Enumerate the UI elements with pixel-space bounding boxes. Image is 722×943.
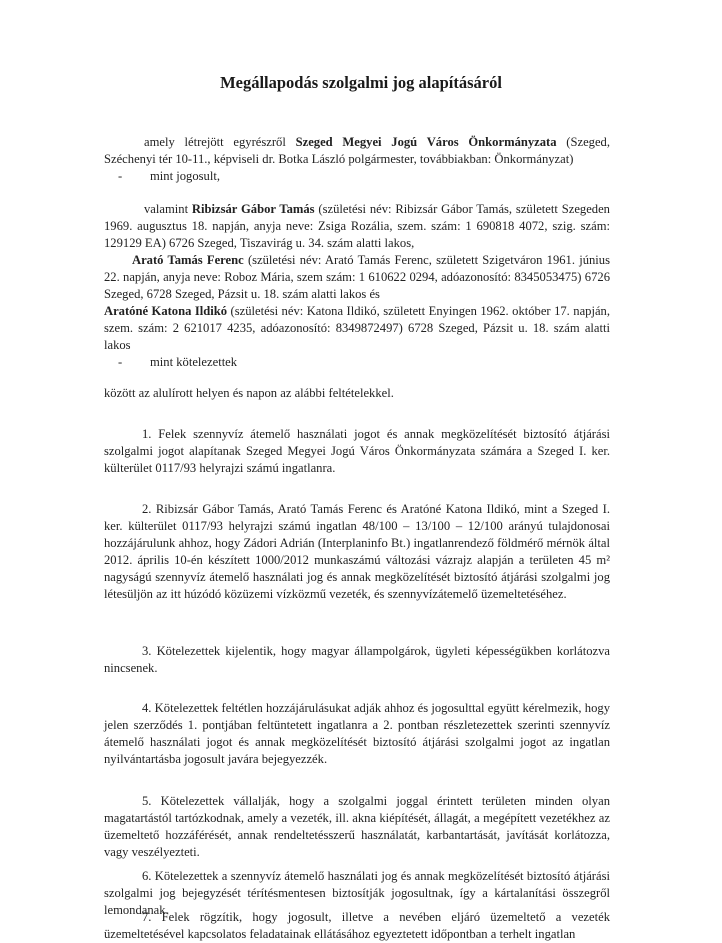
role-obligated: - mint kötelezettek xyxy=(104,354,610,371)
clause-4: 4. Kötelezettek feltétlen hozzájárulásukat adják ahhoz és jogosulttal együtt kérelmezik, hogy jelen szerződés 1. pontjában feltüntetett ingatlanra a 2. pontban részletezettek szerinti szennyvíz átemelő használati jogot és annak megközelítését biztosító átjárási szolgalmi jogot az ingatlan nyilvántartásba jogosult javára bejegyezzék. xyxy=(104,701,610,766)
party-arato-paragraph: Arató Tamás Ferenc (születési név: Arató Tamás Ferenc, született Szigetváron 1961. június 22. napján, anyja neve: Roboz Mária, szem szám: 1 610622 0294, adóazonosító: 8345053475) 6726 Szeged, 6728 Szeged, Pázsit u. 18. szám alatti lakos és xyxy=(104,253,610,301)
party-ribizsar-paragraph: valamint Ribizsár Gábor Tamás (születési név: Ribizsár Gábor Tamás, született Szegeden 1969. augusztus 18. napján, anyja neve: Zsiga Rozália, szem. szám: 1 690818 4072, szig. szám: 129129 EA) 6726 Szeged, Tiszavirág u. 34. szám alatti lakos, xyxy=(104,202,610,250)
clause-7: 7. Felek rögzítik, hogy jogosult, illetve a nevében eljáró üzemeltető a vezeték üzemeltetésével kapcsolatos feladatainak ellátásához egyeztetett időpontban a terhelt ingatlan xyxy=(104,910,610,941)
party-name-arato: Arató Tamás Ferenc xyxy=(132,253,244,267)
clause-5: 5. Kötelezettek vállalják, hogy a szolgalmi joggal érintett területen minden olyan magatartástól tartózkodnak, amely a vezeték, ill. akna kiépítését, állagát, a megépített vezetékhez az üzemeltető hozzáférését, annak rendeltetésszerű használatát, karbantartását, javítását korlátozza, vagy veszélyezteti. xyxy=(104,794,610,859)
clause-2: 2. Ribizsár Gábor Tamás, Arató Tamás Ferenc és Aratóné Katona Ildikó, mint a Szeged I. ker. külterület 0117/93 helyrajzi számú ingatlan 48/100 – 13/100 – 12/100 arányú tulajdonosai hozzájárulunk ahhoz, hogy Zádori Adrián (Interplaninfo Bt.) ingatlanrendező földmérő mérnök által 2012. április 10-én készített 1000/2012 munkaszámú változási vázrajz alapján a területen 45 m² nagyságú szennyvíz átemelő használati jog és annak megközelítését biztosító átjárási szolgalmi jog létesüljön az itt húzódó közüzemi vízközmű vezeték, és szennyvízátemelő üzemeltetéséhez. xyxy=(104,502,610,601)
party-aratone-paragraph: Aratóné Katona Ildikó (születési név: Katona Ildikó, született Enyingen 1962. október 17. napján, szem. szám: 2 621017 4235, adóazonosító: 8349872497) 6728 Szeged, Pázsit u. 18. szám alatti lakos xyxy=(104,304,610,352)
parties-section xyxy=(104,134,610,185)
parties-obligated-section xyxy=(104,201,610,371)
bullet-dash: - xyxy=(118,355,123,369)
party-name-aratone: Aratóné Katona Ildikó xyxy=(104,304,228,318)
role-entitled: - mint jogosult, xyxy=(104,168,610,185)
bullet-dash: - xyxy=(118,169,123,183)
clause-1: 1. Felek szennyvíz átemelő használati jogot és annak megközelítését biztosító átjárási szolgalmi jogot alapítanak Szeged Megyei Jogú Város Önkormányzata számára a Szeged I. ker. külterület 0117/93 helyrajzi számú ingatlanra. xyxy=(104,427,610,475)
document-title: Megállapodás szolgalmi jog alapításáról xyxy=(220,73,502,92)
party-name-ribizsar: Ribizsár Gábor Tamás xyxy=(191,202,315,216)
between-statement: között az alulírott helyen és napon az alábbi feltételekkel. xyxy=(104,386,394,400)
party-name-municipality: Szeged Megyei Jogú Város Önkormányzata xyxy=(295,135,557,149)
clause-3: 3. Kötelezettek kijelentik, hogy magyar állampolgárok, ügyleti képességükben korlátozva nincsenek. xyxy=(104,644,610,675)
party-entitled-paragraph: amely létrejött egyrészről Szeged Megyei Jogú Város Önkormányzata (Szeged, Széchenyi tér 10-11., képviseli dr. Botka László polgármester, továbbiakban: Önkormányzat) xyxy=(104,135,610,166)
clause-6: 6. Kötelezettek a szennyvíz átemelő használati jog és annak megközelítését biztosító átjárási szolgalmi jog bejegyzését térítésmentesen biztosítják jogosultnak, így a kártalanítási összegről lemondanak. xyxy=(104,869,610,917)
